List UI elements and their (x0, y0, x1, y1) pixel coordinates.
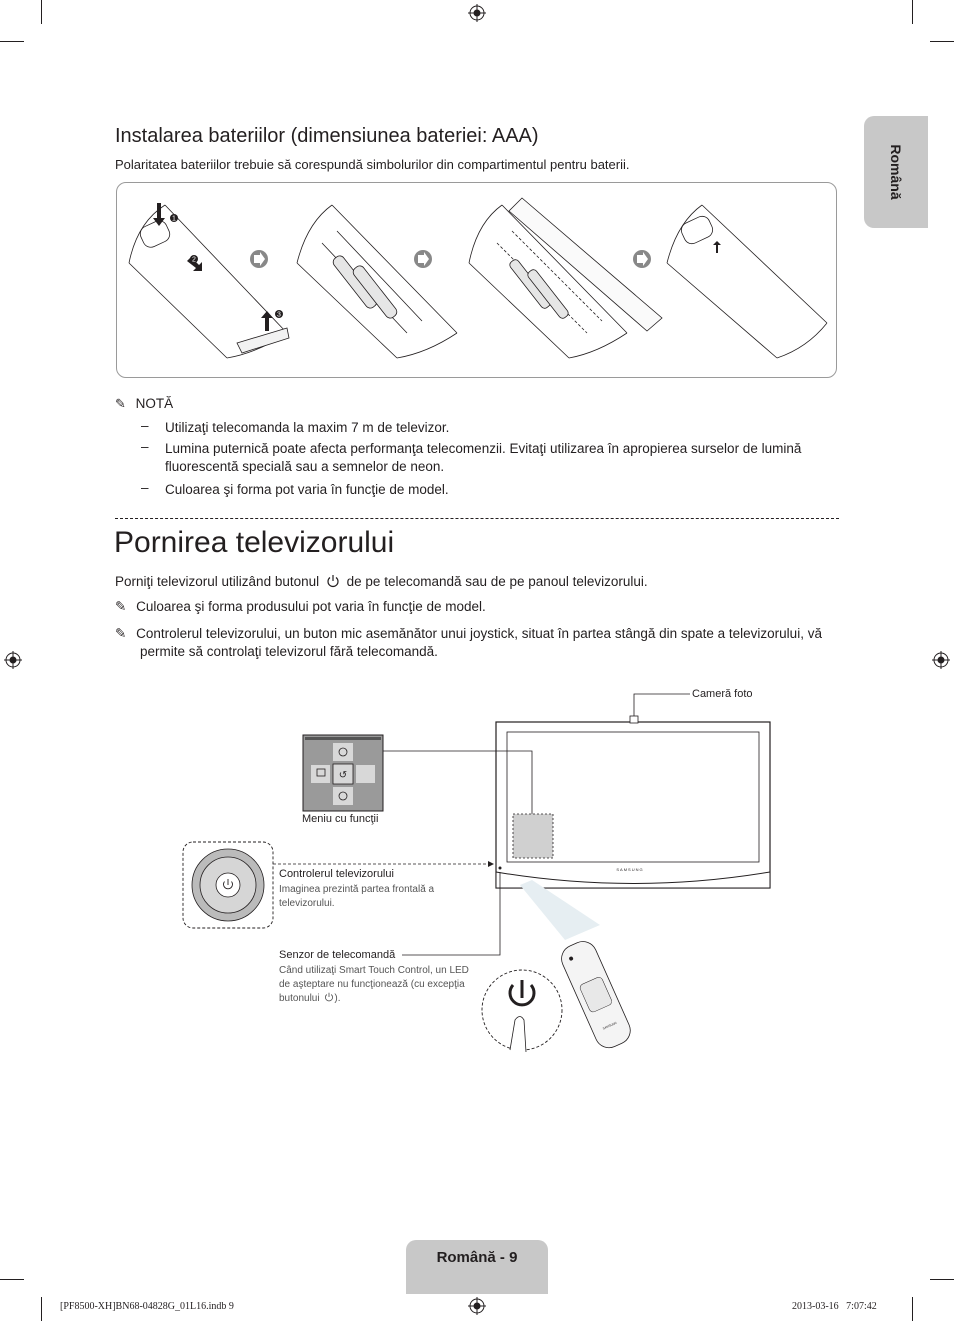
bullet-dash: – (141, 480, 149, 495)
registration-mark-icon (468, 4, 486, 22)
battery-illustration-box (116, 182, 837, 378)
section-divider (115, 518, 839, 519)
step-number: 1 (172, 215, 176, 223)
tv-controller-graphic (183, 842, 273, 928)
note-item: Culoarea şi forma pot varia în funcţie de model. (165, 482, 449, 497)
power-note-text: Culoarea şi forma produsului pot varia în funcţie de model. (136, 599, 486, 614)
battery-steps-illustration (117, 183, 838, 379)
next-arrow-icon (414, 250, 432, 268)
footer-timestamp: 2013-03-16 7:07:42 (792, 1301, 877, 1312)
note-pencil-icon: ✎ (115, 599, 127, 614)
footer-file-info: [PF8500-XH]BN68-04828G_01L16.indb 9 (60, 1301, 234, 1312)
remote-control-graphic (557, 937, 635, 1052)
step-number: 2 (192, 256, 196, 264)
crop-mark (930, 1279, 954, 1280)
language-side-tab (864, 116, 928, 228)
controller-desc: televizorului. (279, 898, 335, 909)
power-icon (326, 574, 340, 588)
sensor-desc: de aşteptare nu funcţionează (cu excepţia (279, 979, 465, 990)
sensor-label: Senzor de telecomandă (279, 949, 396, 961)
next-arrow-icon (633, 250, 651, 268)
next-arrow-icon (250, 250, 268, 268)
power-icon (324, 992, 334, 1002)
crop-mark (0, 1279, 24, 1280)
function-menu-graphic (303, 735, 383, 811)
tv-brand-logo: SAMSUNG (616, 867, 644, 872)
tv-body (496, 716, 770, 888)
menu-label: Meniu cu funcţii (302, 813, 379, 825)
power-intro-text-end: de pe telecomandă sau de pe panoul televizorului. (346, 574, 648, 589)
crop-mark (912, 1297, 913, 1321)
crop-mark (41, 0, 42, 24)
crop-mark (912, 0, 913, 24)
sensor-desc-text: butonului (279, 993, 320, 1004)
registration-mark-icon (932, 651, 950, 669)
note-pencil-icon: ✎ (115, 626, 127, 641)
power-intro (115, 572, 648, 591)
power-note-continued: permite să controlaţi televizorul fără telecomandă. (140, 644, 438, 659)
crop-mark (41, 1297, 42, 1321)
sensor-desc: Când utilizaţi Smart Touch Control, un LED (279, 965, 469, 976)
language-side-tab-label: Română (888, 144, 904, 200)
crop-mark (930, 41, 954, 42)
note-header (115, 394, 173, 413)
page-number: Română - 9 (436, 1249, 518, 1266)
crop-mark (0, 41, 24, 42)
battery-heading: Instalarea bateriilor (dimensiunea bateriei: AAA) (115, 125, 539, 147)
power-note (115, 597, 486, 616)
note-item: fluorescentă specială sau a semnelor de neon. (165, 459, 445, 474)
bullet-dash: – (141, 439, 149, 454)
step-number: 3 (277, 311, 281, 319)
note-pencil-icon: ✎ (115, 396, 126, 411)
power-title: Pornirea televizorului (114, 526, 395, 559)
remote-brand-logo: SAMSUNG (601, 1020, 618, 1031)
registration-mark-icon (4, 651, 22, 669)
power-note-text: Controlerul televizorului, un buton mic asemănător unui joystick, situat în partea stângă din spate a televizorului, vă (136, 626, 822, 641)
controller-desc: Imaginea prezintă partea frontală a (279, 884, 435, 895)
power-press-graphic (482, 970, 562, 1052)
page-number-tab (406, 1240, 548, 1294)
note-item: Utilizaţi telecomanda la maxim 7 m de televizor. (165, 420, 450, 435)
power-note (115, 624, 822, 643)
tv-diagram (170, 680, 790, 1060)
svg-text:↺: ↺ (338, 770, 348, 781)
bullet-dash: – (141, 418, 149, 433)
camera-label: Cameră foto (692, 688, 753, 700)
note-item: Lumina puternică poate afecta performanţa telecomenzii. Evitaţi utilizarea în apropierea surselor de lumină (165, 441, 802, 456)
power-intro-text: Porniţi televizorul utilizând butonul (115, 574, 320, 589)
controller-label: Controlerul televizorului (279, 868, 394, 880)
sensor-desc-end: ). (334, 993, 341, 1004)
registration-mark-icon (468, 1297, 486, 1315)
battery-subtitle: Polaritatea bateriilor trebuie să corespundă simbolurilor din compartimentul pentru baterii. (115, 157, 630, 172)
note-title: NOTĂ (135, 396, 174, 411)
sensor-desc (279, 992, 340, 1005)
